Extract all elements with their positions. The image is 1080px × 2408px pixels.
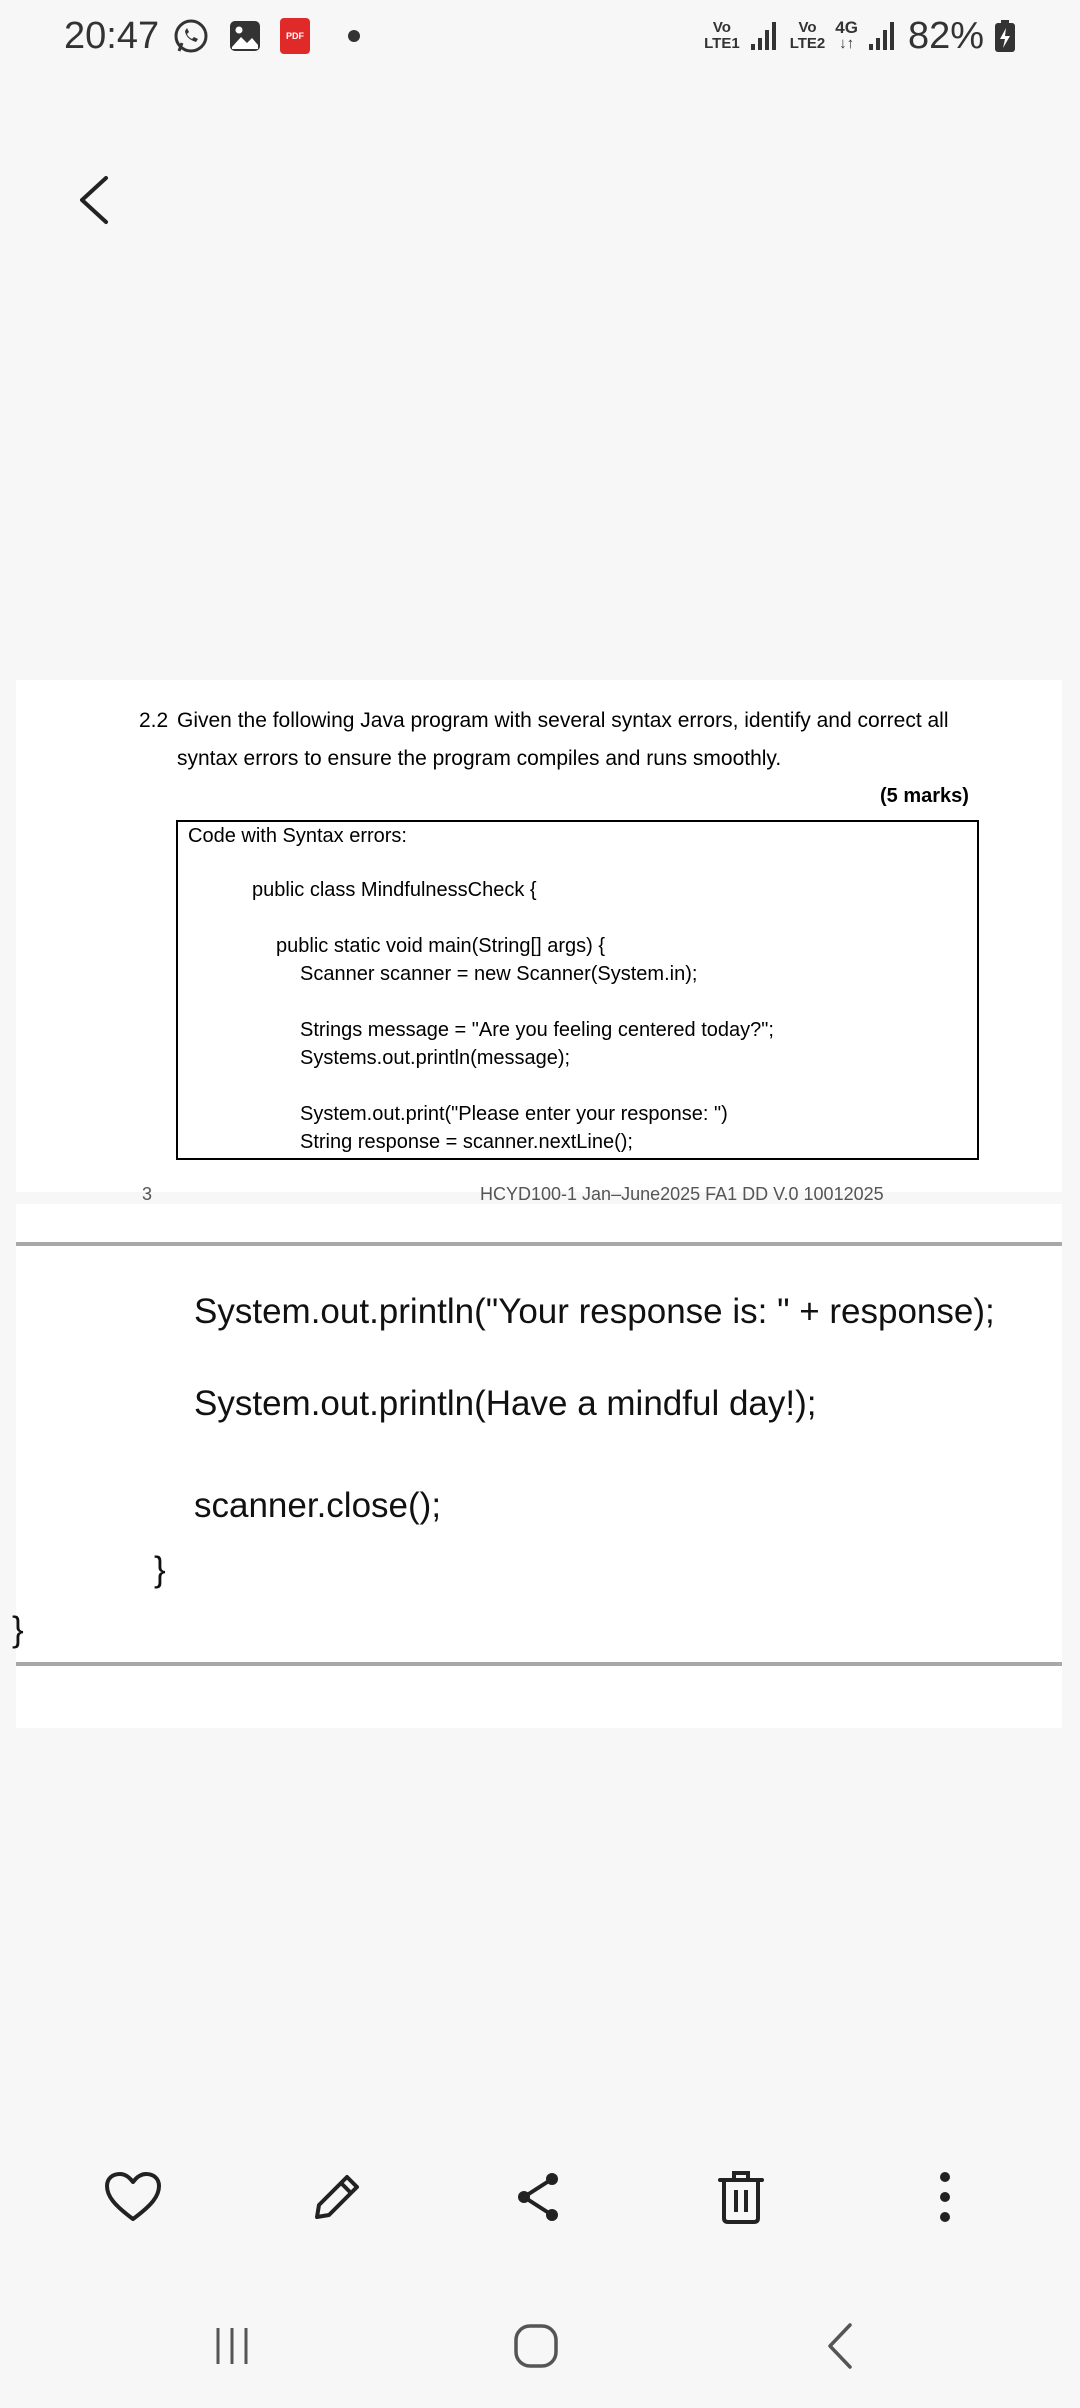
back-icon [820, 2321, 860, 2371]
gallery-icon [228, 19, 262, 53]
question-text-line2: syntax errors to ensure the program compiles and runs smoothly. [177, 747, 782, 770]
home-button[interactable] [496, 2306, 576, 2386]
signal-sim2-icon [868, 20, 898, 52]
share-icon [514, 2169, 564, 2225]
sim1-label: Vo LTE1 [704, 19, 740, 52]
question-number: 2.2 [139, 709, 169, 732]
sim2-label: Vo LTE2 [789, 19, 826, 52]
pdf-app-icon [280, 18, 310, 54]
code-box [176, 820, 979, 1160]
home-icon [512, 2322, 560, 2370]
closing-brace-outer: } [12, 1610, 24, 1649]
divider-bottom [16, 1662, 1062, 1666]
nav-back-button[interactable] [800, 2306, 880, 2386]
signal-sim1-icon [750, 20, 780, 52]
code-line: System.out.println(Have a mindful day!); [194, 1384, 817, 1423]
more-notifications-dot [348, 30, 360, 42]
favorite-button[interactable] [98, 2162, 168, 2232]
pencil-icon [309, 2169, 365, 2225]
share-button[interactable] [504, 2162, 574, 2232]
code-line: Scanner scanner = new Scanner(System.in); [300, 963, 698, 985]
more-vertical-icon [935, 2169, 955, 2225]
whatsapp-icon [172, 17, 210, 55]
edit-button[interactable] [302, 2162, 372, 2232]
code-line: public static void main(String[] args) { [276, 935, 606, 957]
page-number-cutoff: 3 [142, 1184, 153, 1204]
code-line: Strings message = "Are you feeling centered today?"; [300, 1019, 774, 1041]
back-arrow-icon[interactable] [64, 170, 124, 230]
status-time: 20:47 [64, 15, 160, 57]
code-line: public class MindfulnessCheck { [252, 879, 537, 901]
delete-button[interactable] [706, 2162, 776, 2232]
battery-percent: 82% [907, 14, 984, 57]
document-image-part2 [16, 1204, 1062, 1728]
trash-icon [716, 2168, 766, 2226]
code-line: System.out.println("Your response is: " + response); [194, 1292, 995, 1331]
code-line: String response = scanner.nextLine(); [300, 1131, 633, 1153]
more-options-button[interactable] [910, 2162, 980, 2232]
pdf-badge-label: PDF [286, 31, 304, 41]
recents-button[interactable] [192, 2306, 272, 2386]
footer-cutoff: HCYD100-1 Jan–June2025 FA1 DD V.0 10012025 [480, 1184, 884, 1204]
recents-icon [210, 2324, 254, 2368]
divider-top [16, 1242, 1062, 1246]
battery-charging-icon [994, 19, 1016, 53]
system-status [704, 10, 1016, 62]
heart-icon [104, 2171, 162, 2223]
notification-icons [172, 14, 360, 58]
network-type: 4G ↓↑ [835, 18, 858, 52]
code-line: scanner.close(); [194, 1486, 442, 1525]
data-arrows-icon: ↓↑ [839, 35, 855, 52]
code-title: Code with Syntax errors: [188, 825, 407, 847]
code-line: System.out.print("Please enter your response: ") [300, 1103, 728, 1125]
question-text-line1: Given the following Java program with several syntax errors, identify and correct all [177, 709, 949, 732]
closing-brace-inner: } [154, 1550, 166, 1589]
marks-label: (5 marks) [880, 785, 969, 807]
code-line: Systems.out.println(message); [300, 1047, 571, 1069]
